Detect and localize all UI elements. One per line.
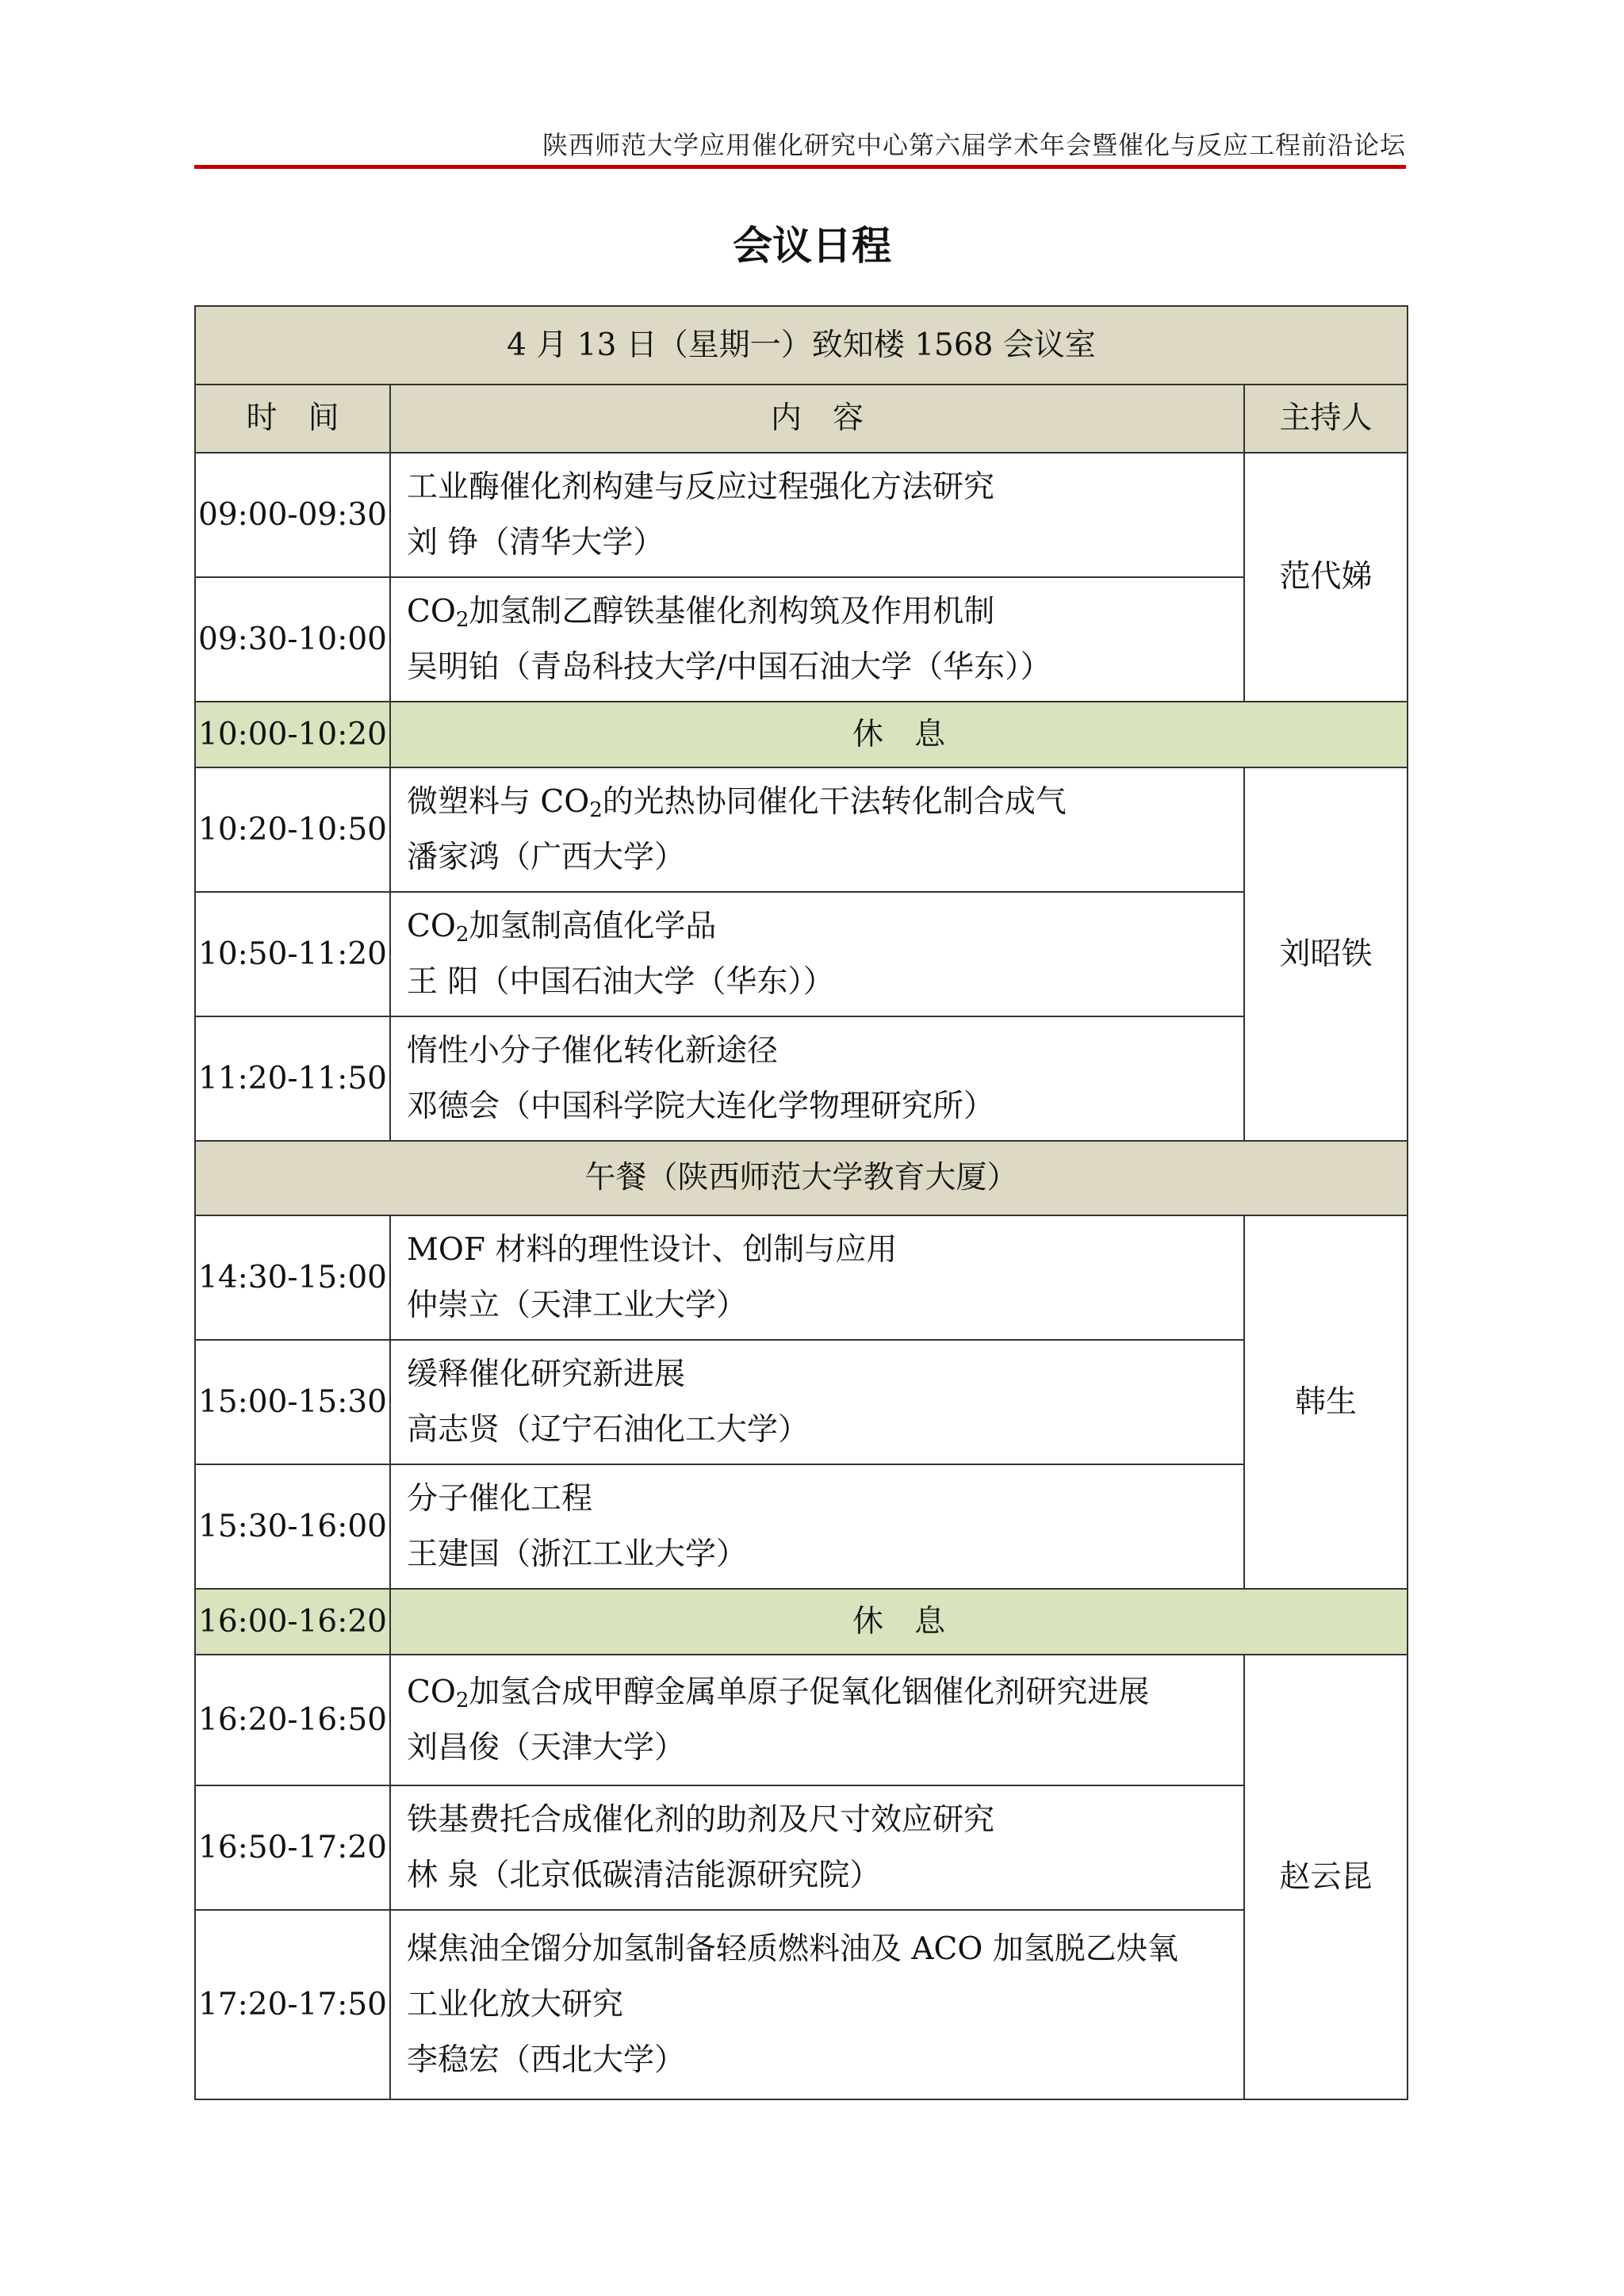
lunch-label: 午餐（陕西师范大学教育大厦） (195, 1141, 1408, 1215)
talk-time: 11:20-11:50 (195, 1016, 390, 1141)
column-header-row (195, 385, 1408, 453)
talk-title: 分子催化工程 (407, 1480, 593, 1517)
talk-title: MOF 材料的理性设计、创制与应用 (407, 1231, 898, 1268)
talk-title: 惰性小分子催化转化新途径 (407, 1032, 779, 1069)
table-row (195, 1785, 1408, 1910)
talk-speaker: 刘昌俊（天津大学） (407, 1729, 686, 1766)
session-host: 刘昭铁 (1244, 767, 1408, 1141)
talk-time: 15:30-16:00 (195, 1464, 390, 1589)
session-host: 赵云昆 (1244, 1655, 1408, 2099)
talk-time: 10:50-11:20 (195, 892, 390, 1016)
break-row (195, 1589, 1408, 1655)
session-host: 范代娣 (1244, 453, 1408, 702)
table-row (195, 1340, 1408, 1464)
talk-title: 煤焦油全馏分加氢制备轻质燃料油及 ACO 加氢脱乙炔氧 (407, 1931, 1178, 1967)
talk-time: 09:30-10:00 (195, 577, 390, 702)
table-row (195, 1215, 1408, 1340)
talk-content (390, 767, 1244, 892)
day-header: 4 月 13 日（星期一）致知楼 1568 会议室 (195, 306, 1408, 385)
talk-title: 铁基费托合成催化剂的助剂及尺寸效应研究 (407, 1801, 995, 1838)
header-rule (194, 165, 1406, 169)
talk-content (390, 453, 1244, 577)
talk-speaker: 潘家鸿（广西大学） (407, 839, 686, 875)
talk-title: 微塑料与 $CO_2$的光热协同催化干法转化制合成气 (407, 783, 1067, 822)
talk-time: 14:30-15:00 (195, 1215, 390, 1340)
page-title: 会议日程 (733, 223, 891, 269)
break-time: 10:00-10:20 (195, 702, 390, 767)
column-header-host: 主持人 (1244, 385, 1408, 453)
break-time: 16:00-16:20 (195, 1589, 390, 1655)
talk-title-continued: 工业化放大研究 (407, 1986, 624, 2022)
talk-speaker: 王建国（浙江工业大学） (407, 1536, 748, 1572)
table-row (195, 577, 1408, 702)
talk-speaker: 吴明铂（青岛科技大学/中国石油大学（华东）） (407, 649, 1051, 685)
talk-title: $CO_2$加氢合成甲醇金属单原子促氧化铟催化剂研究进展 (407, 1674, 1150, 1712)
table-row (195, 1464, 1408, 1589)
talk-time: 10:20-10:50 (195, 767, 390, 892)
talk-speaker: 刘 铮（清华大学） (407, 524, 665, 561)
talk-content (390, 1016, 1244, 1141)
table-row (195, 1655, 1408, 1785)
column-header-time: 时 间 (195, 385, 390, 453)
talk-content (390, 892, 1244, 1016)
talk-time: 17:20-17:50 (195, 1910, 390, 2099)
schedule-table (194, 305, 1408, 2100)
talk-speaker: 王 阳（中国石油大学（华东）） (407, 963, 834, 1000)
session-host: 韩生 (1244, 1215, 1408, 1589)
running-header: 陕西师范大学应用催化研究中心第六届学术年会暨催化与反应工程前沿论坛 (542, 130, 1406, 160)
break-row (195, 702, 1408, 767)
talk-title: 缓释催化研究新进展 (407, 1356, 686, 1392)
break-label: 休 息 (390, 702, 1408, 767)
talk-speaker: 林 泉（北京低碳清洁能源研究院） (407, 1857, 881, 1893)
talk-content (390, 577, 1244, 702)
break-label: 休 息 (390, 1589, 1408, 1655)
day-header-row (195, 306, 1408, 385)
lunch-row (195, 1141, 1408, 1215)
table-row (195, 1016, 1408, 1141)
table-row (195, 453, 1408, 577)
talk-title: $CO_2$加氢制高值化学品 (407, 908, 717, 947)
column-header-content: 内 容 (390, 385, 1244, 453)
table-row (195, 892, 1408, 1016)
talk-time: 16:20-16:50 (195, 1655, 390, 1785)
talk-time: 09:00-09:30 (195, 453, 390, 577)
talk-time: 15:00-15:30 (195, 1340, 390, 1464)
talk-title: 工业酶催化剂构建与反应过程强化方法研究 (407, 469, 995, 505)
talk-content (390, 1910, 1244, 2099)
talk-content (390, 1655, 1244, 1785)
talk-time: 16:50-17:20 (195, 1785, 390, 1910)
talk-speaker: 仲崇立（天津工业大学） (407, 1287, 748, 1323)
talk-content (390, 1340, 1244, 1464)
table-row (195, 1910, 1408, 2099)
table-row (195, 767, 1408, 892)
talk-title: $CO_2$加氢制乙醇铁基催化剂构筑及作用机制 (407, 593, 995, 632)
talk-content (390, 1464, 1244, 1589)
talk-content (390, 1215, 1244, 1340)
talk-content (390, 1785, 1244, 1910)
talk-speaker: 高志贤（辽宁石油化工大学） (407, 1411, 810, 1448)
talk-speaker: 李稳宏（西北大学） (407, 2042, 686, 2078)
talk-speaker: 邓德会（中国科学院大连化学物理研究所） (407, 1088, 995, 1124)
